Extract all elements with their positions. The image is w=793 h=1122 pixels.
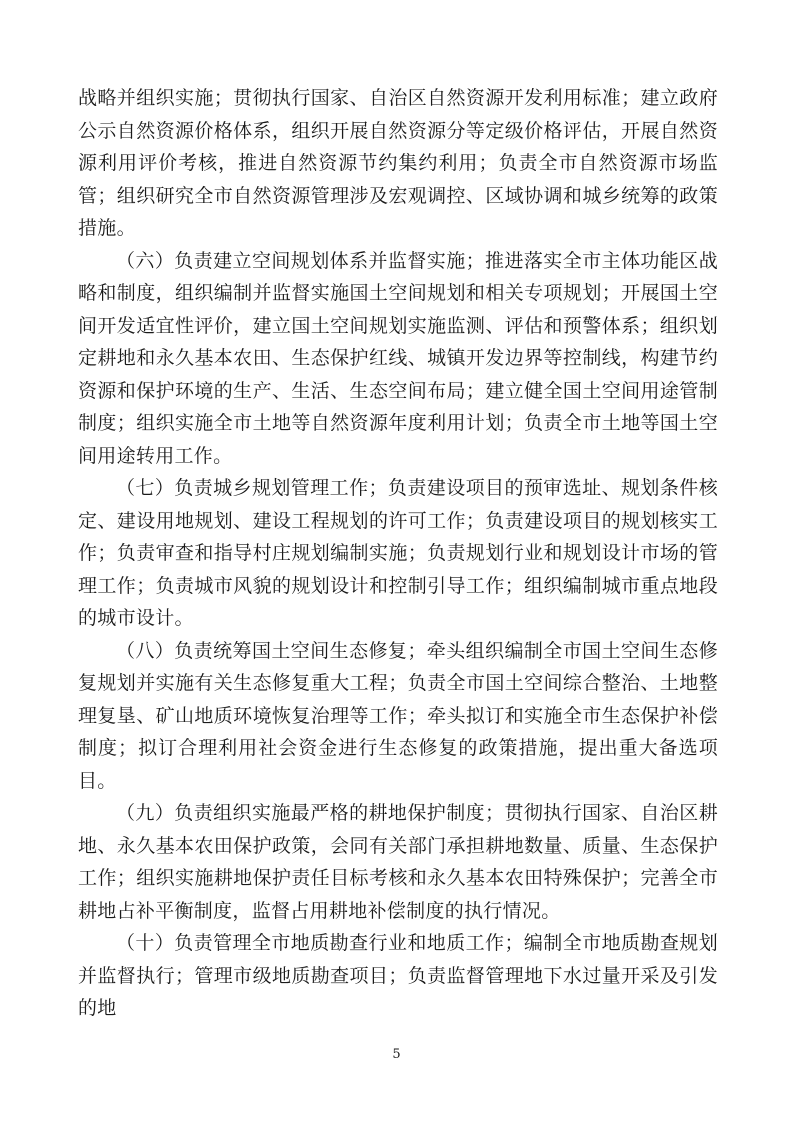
paragraph-item-7: （七）负责城乡规划管理工作；负责建设项目的预审选址、规划条件核定、建设用地规划、建设工程规划的许可工作；负责建设项目的规划核实工作；负责审查和指导村庄规划编制实施；负责规划行业和规划设计市场的管理工作；负责城市风貌的规划设计和控制引导工作；组织编制城市重点地段的城市设计。	[78, 477, 718, 629]
document-body	[78, 82, 718, 1025]
page-number: 5	[392, 1047, 401, 1062]
paragraph-item-9: （九）负责组织实施最严格的耕地保护制度；贯彻执行国家、自治区耕地、永久基本农田保护政策，会同有关部门承担耕地数量、质量、生态保护工作；组织实施耕地保护责任目标考核和永久基本农田特殊保护；完善全市耕地占补平衡制度，监督占用耕地补偿制度的执行情况。	[78, 802, 718, 922]
paragraph-item-10: （十）负责管理全市地质勘查行业和地质工作；编制全市地质勘查规划并监督执行；管理市级地质勘查项目；负责监督管理地下水过量开采及引发的地	[78, 932, 718, 1019]
paragraph-continuation: 战略并组织实施；贯彻执行国家、自治区自然资源开发利用标准；建立政府公示自然资源价格体系，组织开展自然资源分等定级价格评估，开展自然资源利用评价考核，推进自然资源节约集约利用；负责全市自然资源市场监管；组织研究全市自然资源管理涉及宏观调控、区域协调和城乡统筹的政策措施。	[78, 87, 718, 239]
paragraph-item-6: （六）负责建立空间规划体系并监督实施；推进落实全市主体功能区战略和制度，组织编制并监督实施国土空间规划和相关专项规划；开展国土空间开发适宜性评价，建立国土空间规划实施监测、评估和预警体系；组织划定耕地和永久基本农田、生态保护红线、城镇开发边界等控制线，构建节约资源和保护环境的生产、生活、生态空间布局；建立健全国土空间用途管制制度；组织实施全市土地等自然资源年度利用计划；负责全市土地等国土空间用途转用工作。	[78, 249, 718, 467]
paragraph-item-8: （八）负责统筹国土空间生态修复；牵头组织编制全市国土空间生态修复规划并实施有关生态修复重大工程；负责全市国土空间综合整治、土地整理复垦、矿山地质环境恢复治理等工作；牵头拟订和实施全市生态保护补偿制度；拟订合理利用社会资金进行生态修复的政策措施，提出重大备选项目。	[78, 639, 718, 792]
